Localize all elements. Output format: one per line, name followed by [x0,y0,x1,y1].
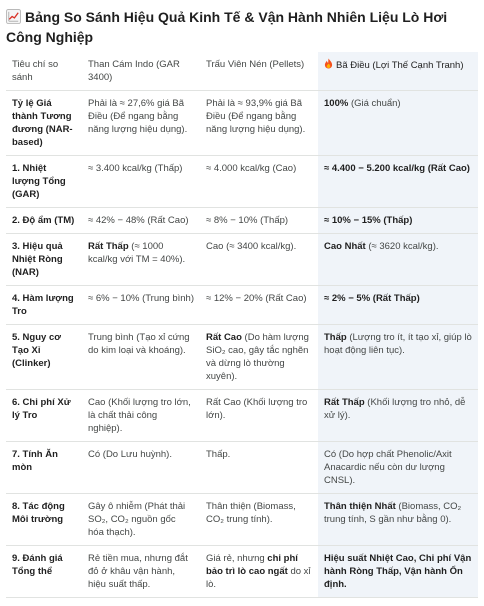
cell-cashew: ≈ 2% − 5% (Rất Thấp) [318,286,478,325]
row-criterion: 4. Hàm lượng Tro [6,286,82,325]
table-row [6,234,478,286]
fire-icon [324,58,333,69]
header-criteria: Tiêu chí so sánh [6,52,82,91]
cell-cashew: 100% (Giá chuẩn) [318,91,478,156]
table-row [6,286,478,325]
row-criterion: 8. Tác động Môi trường [6,494,82,546]
cell-coal: Rẻ tiền mua, nhưng đắt đỏ ở khâu vận hành, hiệu suất thấp. [82,546,200,598]
cell-pellets: Thấp. [200,442,318,494]
cell-cashew: ≈ 4.400 − 5.200 kcal/kg (Rất Cao) [318,156,478,208]
cell-cashew: Rất Thấp (Khối lượng tro nhỏ, dễ xử lý). [318,390,478,442]
cell-pellets: Cao (≈ 3400 kcal/kg). [200,234,318,286]
cell-cashew: Thân thiện Nhất (Biomass, CO₂ trung tính, S gần như bằng 0). [318,494,478,546]
table-row [6,546,478,598]
row-criterion: 3. Hiệu quả Nhiệt Ròng (NAR) [6,234,82,286]
row-criterion: Tỷ lệ Giá thành Tương đương (NAR-based) [6,91,82,156]
comparison-table [6,52,478,598]
row-criterion: 7. Tính Ăn mòn [6,442,82,494]
page-title [6,7,476,47]
header-coal: Than Cám Indo (GAR 3400) [82,52,200,91]
cell-pellets: Rất Cao (Khối lượng tro lớn). [200,390,318,442]
cell-coal: Phải là ≈ 27,6% giá Bã Điều (Để ngang bằng năng lượng hiệu dụng). [82,91,200,156]
cell-cashew: Thấp (Lượng tro ít, ít tạo xỉ, giúp lò hoạt động liên tục). [318,325,478,390]
cell-cashew: Có (Do hợp chất Phenolic/Axit Anacardic nếu còn dư lượng CNSL). [318,442,478,494]
table-row [6,91,478,156]
chart-increasing-icon [6,9,21,24]
cell-cashew: Hiệu suất Nhiệt Cao, Chi phí Vận hành Ròng Thấp, Vận hành Ổn định. [318,546,478,598]
row-criterion: 6. Chi phí Xử lý Tro [6,390,82,442]
row-criterion: 9. Đánh giá Tổng thể [6,546,82,598]
table-row [6,156,478,208]
cell-coal: ≈ 3.400 kcal/kg (Thấp) [82,156,200,208]
table-row [6,494,478,546]
header-rice-husk-pellets: Trấu Viên Nén (Pellets) [200,52,318,91]
row-criterion: 1. Nhiệt lượng Tổng (GAR) [6,156,82,208]
cell-cashew: ≈ 10% − 15% (Thấp) [318,208,478,234]
cell-pellets: ≈ 4.000 kcal/kg (Cao) [200,156,318,208]
row-criterion: 5. Nguy cơ Tạo Xỉ (Clinker) [6,325,82,390]
table-header-row [6,52,478,91]
cell-pellets: Thân thiện (Biomass, CO₂ trung tính). [200,494,318,546]
page-title-text: Bảng So Sánh Hiệu Quả Kinh Tế & Vận Hành Nhiên Liệu Lò Hơi Công Nghiệp [6,9,448,45]
cell-pellets: Rất Cao (Do hàm lượng SiO₂ cao, gây tắc nghẽn và dừng lò thường xuyên). [200,325,318,390]
cell-coal: Cao (Khối lượng tro lớn, là chất thải công nghiệp). [82,390,200,442]
table-row [6,442,478,494]
cell-pellets: ≈ 8% − 10% (Thấp) [200,208,318,234]
cell-coal: Gây ô nhiễm (Phát thải SO₂, CO₂ nguồn gốc hóa thạch). [82,494,200,546]
cell-pellets: Phải là ≈ 93,9% giá Bã Điều (Để ngang bằng năng lượng hiệu dụng). [200,91,318,156]
cell-cashew: Cao Nhất (≈ 3620 kcal/kg). [318,234,478,286]
cell-coal: ≈ 6% − 10% (Trung bình) [82,286,200,325]
cell-coal: ≈ 42% − 48% (Rất Cao) [82,208,200,234]
cell-coal: Rất Thấp (≈ 1000 kcal/kg với TM = 40%). [82,234,200,286]
row-criterion: 2. Độ ẩm (TM) [6,208,82,234]
table-row [6,208,478,234]
cell-pellets: Giá rẻ, nhưng chi phí bảo trì lò cao ngất do xỉ lò. [200,546,318,598]
header-cashew-shell: Bã Điều (Lợi Thế Cạnh Tranh) [318,52,478,91]
cell-coal: Trung bình (Tạo xỉ cứng do kim loại và khoáng). [82,325,200,390]
cell-coal: Có (Do Lưu huỳnh). [82,442,200,494]
table-row [6,390,478,442]
cell-pellets: ≈ 12% − 20% (Rất Cao) [200,286,318,325]
table-row [6,325,478,390]
